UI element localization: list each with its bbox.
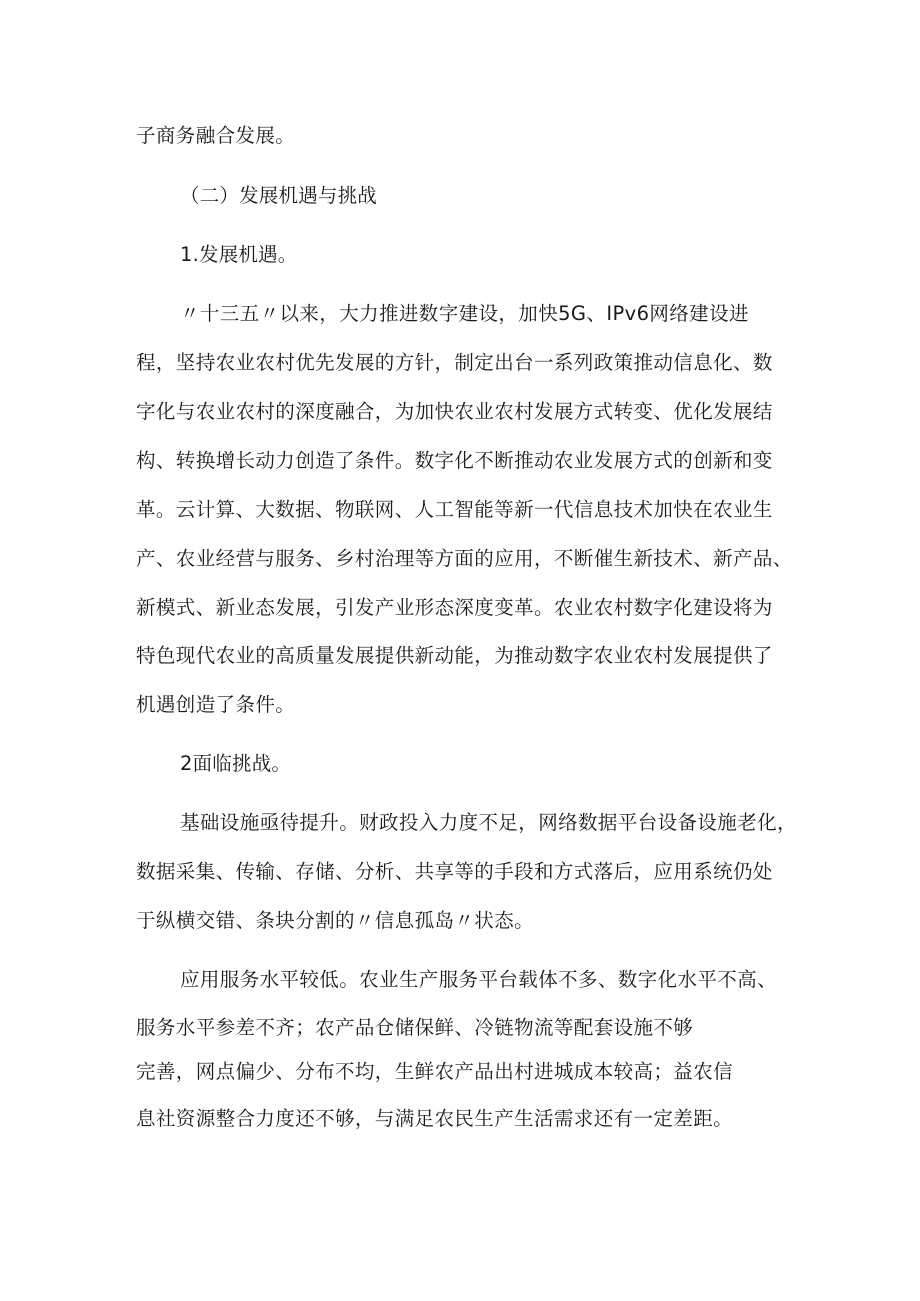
- text-line: 〃十三五〃以来，大力推进数字建设，加快5G、IPv6网络建设进: [180, 302, 749, 325]
- text-line: 于纵横交错、条块分割的〃信息孤岛〃状态。: [136, 909, 535, 932]
- text-line: 构、转换增长动力创造了条件。数字化不断推动农业发展方式的创新和变: [136, 449, 773, 472]
- subsection-heading: 1.发展机遇。: [180, 243, 298, 266]
- section-heading: （二）发展机遇与挑战: [180, 184, 378, 207]
- text-line: 机遇创造了条件。: [136, 693, 296, 716]
- text-line: 应用服务水平较低。农业生产服务平台载体不多、数字化水平不高、: [180, 968, 778, 991]
- text-line: 服务水平参差不齐；农产品仓储保鲜、冷链物流等配套设施不够: [136, 1016, 694, 1039]
- subsection-heading: 2面临挑战。: [180, 752, 292, 775]
- text-line: 数据采集、传输、存储、分析、共享等的手段和方式落后，应用系统仍处: [136, 860, 773, 883]
- text-line: 字化与农业农村的深度融合，为加快农业农村发展方式转变、优化发展结: [136, 400, 773, 423]
- text-line: 基础设施亟待提升。财政投入力度不足，网络数据平台设备设施老化，: [180, 811, 797, 834]
- text-line: 产、农业经营与服务、乡村治理等方面的应用，不断催生新技术、新产品、: [136, 547, 793, 570]
- text-line: 子商务融合发展。: [136, 124, 296, 147]
- text-line: 息社资源整合力度还不够，与满足农民生产生活需求还有一定差距。: [136, 1107, 734, 1130]
- text-line: 完善，网点偏少、分布不均，生鲜农产品出村进城成本较高；益农信: [136, 1060, 734, 1083]
- text-line: 革。云计算、大数据、物联网、人工智能等新一代信息技术加快在农业生: [136, 498, 773, 521]
- text-line: 特色现代农业的高质量发展提供新动能，为推动数字农业农村发展提供了: [136, 644, 773, 667]
- text-line: 新模式、新业态发展，引发产业形态深度变革。农业农村数字化建设将为: [136, 596, 773, 619]
- text-line: 程，坚持农业农村优先发展的方针，制定出台一系列政策推动信息化、数: [136, 351, 773, 374]
